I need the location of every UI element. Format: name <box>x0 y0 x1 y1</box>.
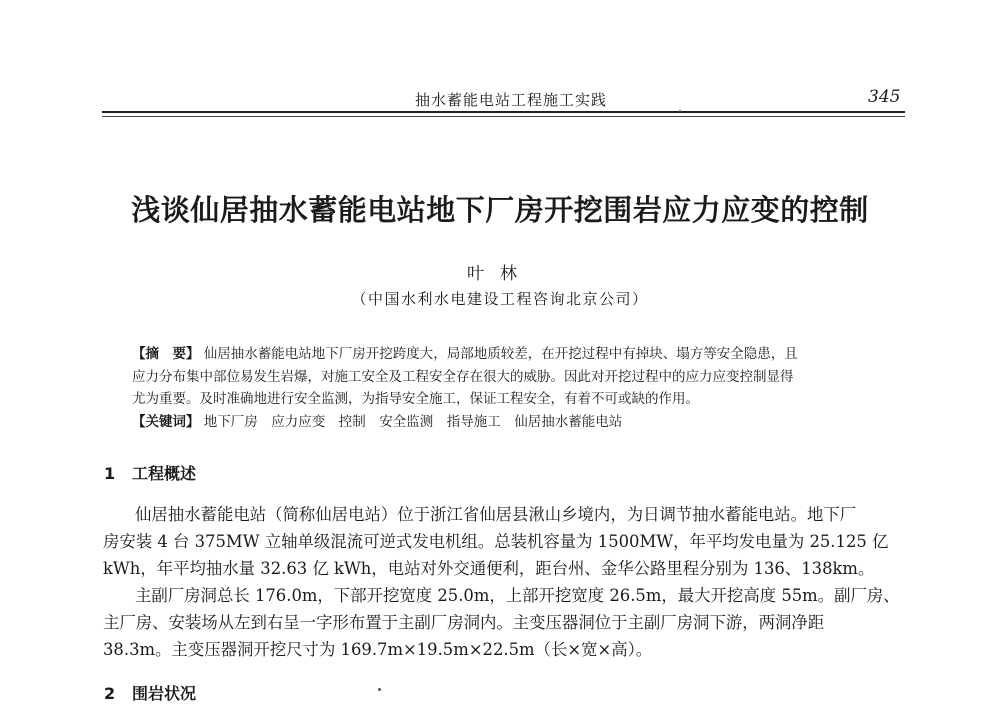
article-title: 浅谈仙居抽水蓄能电站地下厂房开挖围岩应力应变的控制 <box>131 193 869 227</box>
scan-speck <box>679 110 681 112</box>
abstract-block <box>132 343 892 433</box>
keywords-label: 【关键词】 <box>132 413 200 430</box>
section-number: 2 <box>104 684 116 703</box>
keywords-line <box>132 411 892 434</box>
body-paragraph-line: 主厂房、安装场从左到右呈一字形布置于主副厂房洞内。主变压器洞位于主副厂房洞下游，两洞净距 <box>103 613 825 632</box>
body-paragraph-line: 房安装 4 台 375MW 立轴单级混流可逆式发电机组。总装机容量为 1500MW，年平均发电量为 25.125 亿 <box>103 532 889 551</box>
keywords-text: 地下厂房 应力应变 控制 安全监测 指导施工 仙居抽水蓄能电站 <box>203 413 623 430</box>
body-paragraph-line: 主副厂房洞总长 176.0m，下部开挖宽度 25.0m，上部开挖宽度 26.5m，最大开挖高度 55m。副厂房、 <box>135 586 900 605</box>
section-title: 围岩状况 <box>132 684 197 703</box>
section-title: 工程概述 <box>132 464 197 483</box>
header-rule-thin <box>102 116 905 117</box>
running-header-title: 抽水蓄能电站工程施工实践 <box>415 91 608 109</box>
abstract-line: 应力分布集中部位易发生岩爆，对施工安全及工程安全存在很大的威胁。因此对开挖过程中的应力应变控制显得 <box>132 368 794 385</box>
author-affiliation: （中国水利水电建设工程咨询北京公司） <box>351 290 649 308</box>
abstract-label: 【摘 要】 <box>132 346 200 362</box>
body-paragraph-line: kWh，年平均抽水量 32.63 亿 kWh，电站对外交通便利，距台州、金华公路里程分别为 136、138km。 <box>103 559 875 578</box>
section-heading <box>104 681 196 704</box>
scan-speck <box>378 688 381 691</box>
abstract-line <box>132 343 892 366</box>
body-paragraph-line: 38.3m。主变压器洞开挖尺寸为 169.7m×19.5m×22.5m（长×宽×高）。 <box>103 640 653 659</box>
body-paragraph-line: 仙居抽水蓄能电站（简称仙居电站）位于浙江省仙居县湫山乡境内，为日调节抽水蓄能电站。地下厂 <box>135 505 857 524</box>
author-name: 叶林 <box>467 264 533 284</box>
abstract-text: 仙居抽水蓄能电站地下厂房开挖跨度大，局部地质较差，在开挖过程中有掉块、塌方等安全隐患，且 <box>203 346 798 362</box>
abstract-line: 尤为重要。及时准确地进行安全监测，为指导安全施工，保证工程安全，有着不可或缺的作用。 <box>132 391 699 407</box>
page-number: 345 <box>868 87 901 107</box>
header-rule-thick <box>102 111 905 113</box>
section-heading <box>104 461 196 484</box>
section-number: 1 <box>104 464 116 483</box>
